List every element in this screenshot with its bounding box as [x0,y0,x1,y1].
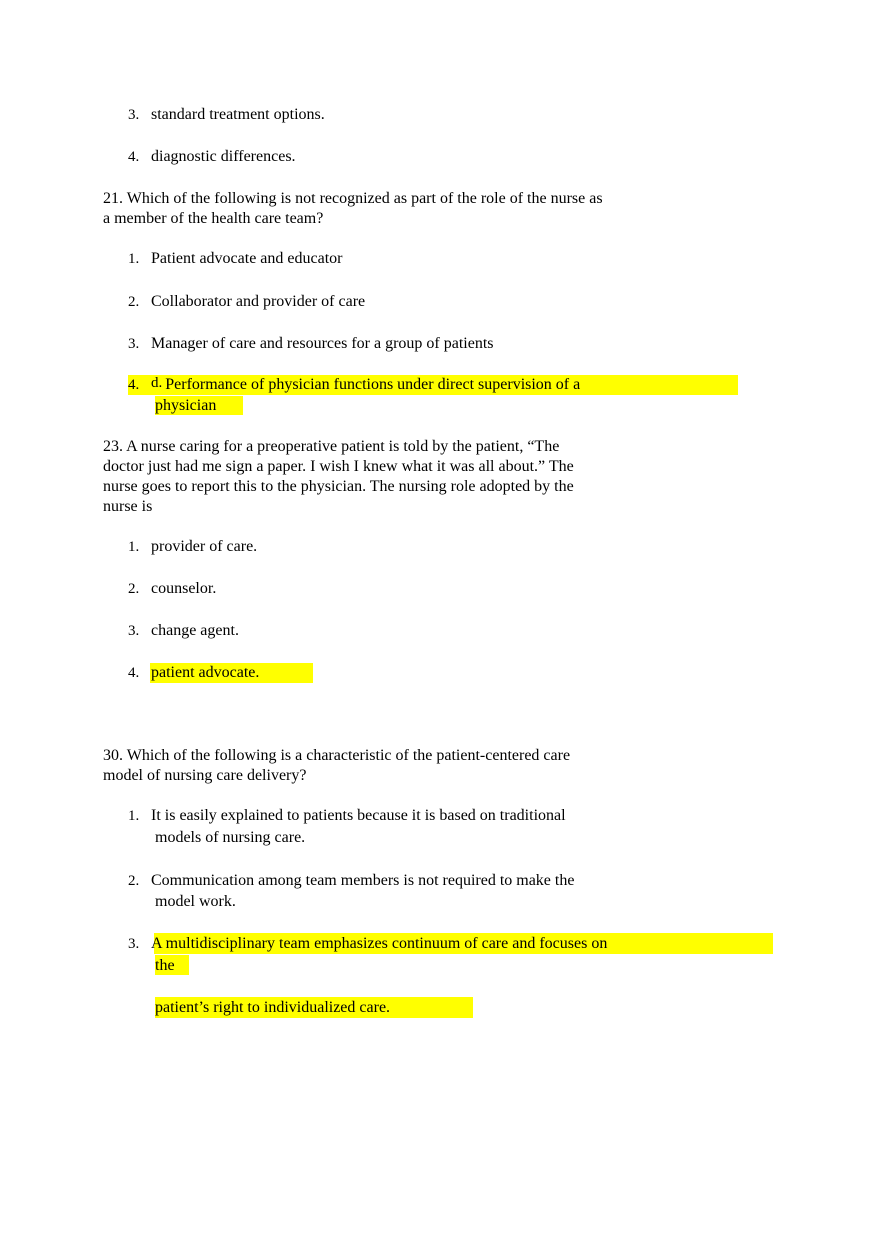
option-number: 4. [128,149,140,165]
option-text: Patient advocate and educator [151,250,343,267]
q21-option-4-continuation: physician [155,397,217,414]
q23-option-3 [128,621,239,641]
q30-option-3-continuation: the [155,957,175,974]
option-number: 1. [128,539,140,555]
option-number: 4. [128,665,140,681]
q30-option-3-correct [128,934,607,954]
option-sub-letter: d. [151,375,163,391]
q21-option-4-correct [128,375,580,395]
option-text: diagnostic differences. [151,148,296,165]
option-number: 3. [128,936,140,952]
question-21-line-1: 21. Which of the following is not recognized as part of the role of the nurse as [103,190,603,207]
option-prev-4 [128,147,296,167]
question-23-line-2: doctor just had me sign a paper. I wish I knew what it was all about.” The [103,458,574,475]
q23-option-4-correct [128,663,259,683]
q21-option-2 [128,292,365,312]
q30-option-2 [128,871,574,891]
option-number: 4. [128,377,140,393]
q30-option-2-continuation: model work. [155,893,236,910]
option-number: 3. [128,336,140,352]
option-text: patient advocate. [151,664,260,681]
question-23-line-1: 23. A nurse caring for a preoperative patient is told by the patient, “The [103,438,560,455]
question-21-line-2: a member of the health care team? [103,210,324,227]
option-text: Communication among team members is not required to make the [151,872,575,889]
q21-option-1 [128,249,342,269]
option-prev-3 [128,105,325,125]
option-number: 2. [128,581,140,597]
option-number: 2. [128,294,140,310]
question-30-line-2: model of nursing care delivery? [103,767,307,784]
question-23-line-4: nurse is [103,498,153,515]
option-number: 1. [128,251,140,267]
option-number: 1. [128,808,140,824]
option-text: Collaborator and provider of care [151,293,366,310]
option-text: provider of care. [151,538,258,555]
question-30-line-1: 30. Which of the following is a characteristic of the patient-centered care [103,747,571,764]
option-text: counselor. [151,580,217,597]
q21-option-3 [128,334,494,354]
option-number: 2. [128,873,140,889]
option-number: 3. [128,107,140,123]
q30-option-1-continuation: models of nursing care. [155,829,306,846]
q30-option-1 [128,806,566,826]
question-23-line-3: nurse goes to report this to the physician. The nursing role adopted by the [103,478,574,495]
option-text: It is easily explained to patients because it is based on traditional [151,807,566,824]
q23-option-1 [128,537,257,557]
option-text: A multidisciplinary team emphasizes continuum of care and focuses on [151,935,608,952]
option-text: Performance of physician functions under direct supervision of a [165,376,581,393]
q30-option-3-continuation-2: patient’s right to individualized care. [155,999,391,1016]
option-number: 3. [128,623,140,639]
option-text: change agent. [151,622,239,639]
option-text: Manager of care and resources for a group of patients [151,335,494,352]
q23-option-2 [128,579,216,599]
option-text: standard treatment options. [151,106,325,123]
